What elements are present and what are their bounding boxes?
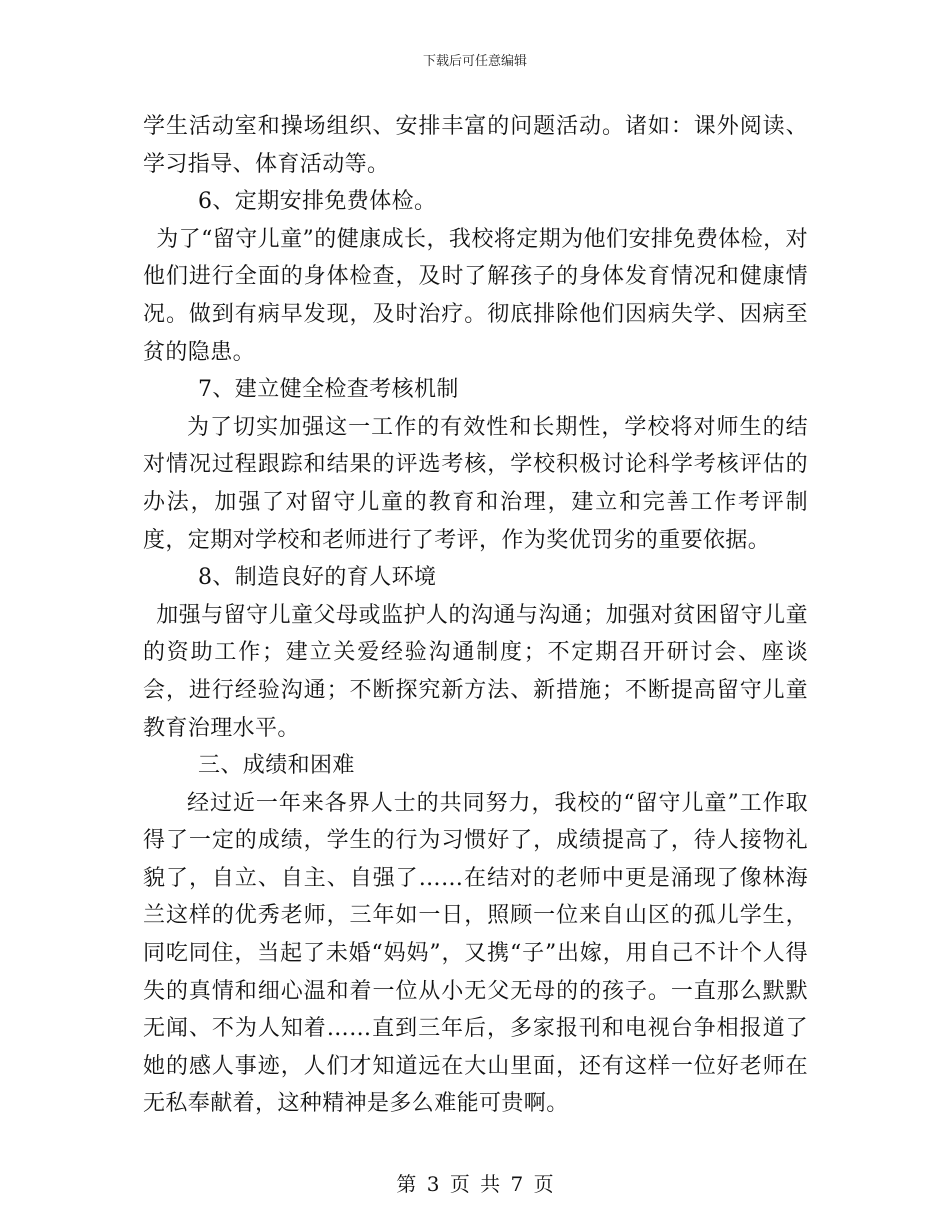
paragraph-results: 经过近一年来各界人士的共同努力，我校的“留守儿童”工作取得了一定的成绩，学生的行为习惯好了，成绩提高了，待人接物礼貌了，自立、自主、自强了……在结对的老师中更是涌现了像林海兰这样的优秀老师，三年如一日，照顾一位来自山区的孤儿学生，同吃同住，当起了未婚“妈妈”，又携“子”出嫁，用自己不计个人得失的真情和细心温和着一位从小无父无母的的孩子。一直那么默默无闻、不为人知着……直到三年后，多家报刊和电视台争相报道了她的感人事迹，人们才知道远在大山里面，还有这样一位好老师在无私奉献着，这种精神是多么难能可贵啊。 bbox=[143, 790, 808, 1117]
heading-health-check: 6、定期安排免费体检。 bbox=[198, 189, 437, 215]
heading-results: 三、成绩和困难 bbox=[198, 753, 355, 779]
paragraph-health-check: 为了“留守儿童”的健康成长，我校将定期为他们安排免费体检，对他们进行全面的身体检查，及时了解孩子的身体发育情况和健康情况。做到有病早发现，及时治疗。彻底排除他们因病失学、因病至贫的隐患。 bbox=[143, 226, 808, 365]
heading-assessment: 7、建立健全检查考核机制 bbox=[198, 377, 459, 403]
page-footer: 第 3 页 共 7 页 bbox=[396, 1172, 554, 1196]
paragraph-activities: 学生活动室和操场组织、安排丰富的问题活动。诸如：课外阅读、学习指导、体育活动等。 bbox=[143, 114, 808, 177]
paragraph-environment: 加强与留守儿童父母或监护人的沟通与沟通；加强对贫困留守儿童的资助工作；建立关爱经验沟通制度；不定期召开研讨会、座谈会，进行经验沟通；不断探究新方法、新措施；不断提高留守儿童教育治理水平。 bbox=[143, 602, 808, 741]
paragraph-assessment: 为了切实加强这一工作的有效性和长期性，学校将对师生的结对情况过程跟踪和结果的评选考核，学校积极讨论科学考核评估的办法，加强了对留守儿童的教育和治理，建立和完善工作考评制度，定期对学校和老师进行了考评，作为奖优罚劣的重要依据。 bbox=[143, 414, 808, 553]
heading-environment: 8、制造良好的育人环境 bbox=[198, 565, 437, 591]
page-header: 下载后可任意编辑 bbox=[422, 54, 527, 69]
document-body bbox=[143, 108, 808, 1123]
